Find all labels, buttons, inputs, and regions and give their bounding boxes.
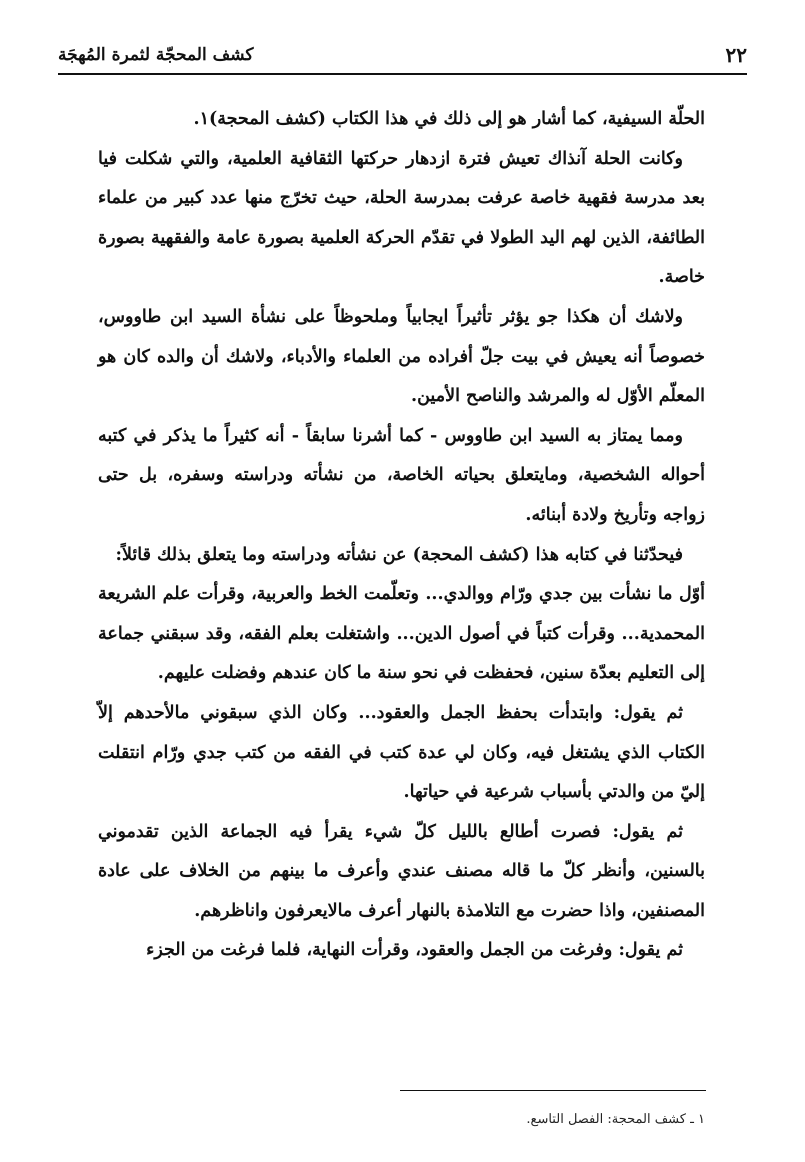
page-header: [58, 38, 747, 72]
paragraph: وكانت الحلة آنذاك تعيش فترة ازدهار حركتها الثقافية العلمية، والتي شكلت فيا بعد مدرسة فقهية خاصة عرفت بمدرسة الحلة، حيث تخرّج منها عدد كبير من علماء الطائفة، الذين لهم اليد الطولا في تقدّم الحركة العلمية بصورة عامة والفقهية بصورة خاصة.: [98, 148, 705, 288]
quotation-paragraph: أوّل ما نشأت بين جدي ورّام ووالدي... وتعلّمت الخط والعربية، وقرأت علم الشريعة المحمدية... وقرأت كتباً في أصول الدين... واشتغلت بعلم الفقه، وقد سبقني جماعة إلى التعليم بعدّة سنين، فحفظت في نحو سنة ما كان عندهم وفضلت عليهم.: [98, 584, 705, 684]
paragraph: الحلّة السيفية، كما أشار هو إلى ذلك في هذا الكتاب (كشف المحجة)١.: [193, 109, 705, 129]
paragraph: ثم يقول: فصرت أطالع بالليل كلّ شيء يقرأ فيه الجماعة الذين تقدموني بالسنين، وأنظر كلّ ما قاله مصنف عندي وأعرف ما بينهم من الخلاف على عادة المصنفين، واذا حضرت مع التلامذة بالنهار أعرف مالايعرفون واناظرهم.: [98, 821, 705, 921]
page-number: ٢٢: [725, 43, 747, 67]
paragraph: فيحدّثنا في كتابه هذا (كشف المحجة) عن نشأته ودراسته وما يتعلق بذلك قائلاً:: [115, 544, 683, 565]
header-divider: [58, 73, 747, 75]
paragraph: ثم يقول: وفرغت من الجمل والعقود، وقرأت النهاية، فلما فرغت من الجزء: [146, 940, 683, 961]
paragraph: ولاشك أن هكذا جو يؤثر تأثيراً ايجابياً وملحوظاً على نشأة السيد ابن طاووس، خصوصاً أنه يعيش في بيت جلّ أفراده من العلماء والأدباء، ولاشك أن والده كان هو المعلّم الأوّل له والمرشد والناصح الأمين.: [98, 306, 705, 407]
paragraph: ثم يقول: وابتدأت بحفظ الجمل والعقود... وكان الذي سبقوني مالأحدهم إلاّ الكتاب الذي يشتغل فيه، وكان لي عدة كتب في الفقه من كتب جدي ورّام انتقلت إليّ من والدتي بأسباب شرعية في حياتها.: [98, 702, 705, 803]
main-text: [98, 100, 705, 971]
footnote-divider: [400, 1090, 706, 1091]
footnote: ١ ـ كشف المحجة: الفصل التاسع.: [526, 1112, 705, 1127]
running-title: كشف المحجّة لثمرة المُهجَة: [58, 45, 254, 65]
paragraph: ومما يمتاز به السيد ابن طاووس - كما أشرنا سابقاً - أنه كثيراً ما يذكر في كتبه أحواله الشخصية، ومايتعلق بحياته الخاصة، من نشأته ودراسته وسفره، بل حتى زواجه وتأريخ ولادة أبنائه.: [98, 425, 705, 525]
